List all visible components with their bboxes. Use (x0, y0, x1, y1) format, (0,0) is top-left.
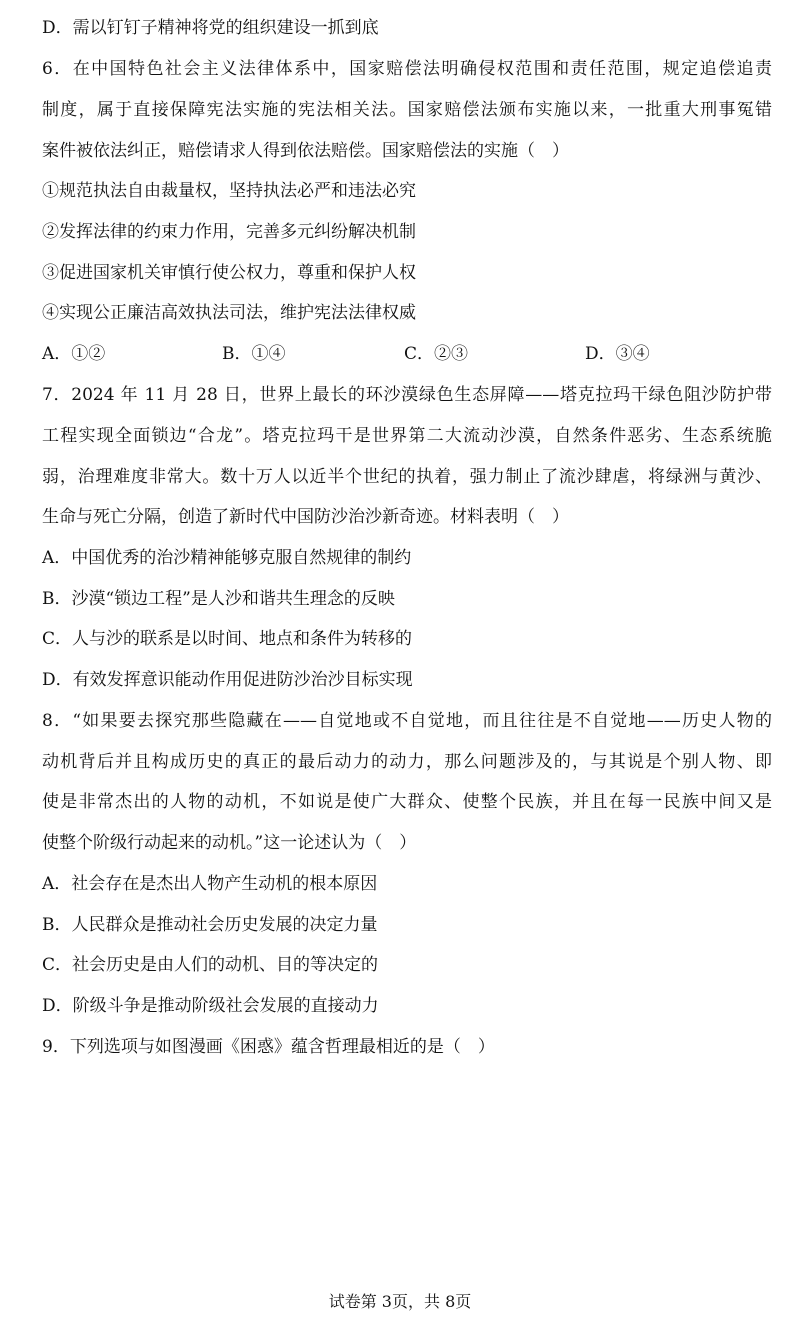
q8-option-a: A．社会存在是杰出人物产生动机的根本原因 (42, 874, 378, 894)
q8-stem-line-2: 动机背后并且构成历史的真正的最后动力的动力，那么问题涉及的，与其说是个别人物、即 (42, 752, 772, 772)
q6-stem-line-2: 制度，属于直接保障宪法实施的宪法相关法。国家赔偿法颁布实施以来，一批重大刑事冤错 (42, 100, 772, 120)
q6-statement-1: ①规范执法自由裁量权，坚持执法必严和违法必究 (42, 181, 416, 201)
q8-stem-line-4: 使整个阶级行动起来的动机。”这一论述认为（ ） (42, 833, 417, 853)
q6-stem-line-1: 6．在中国特色社会主义法律体系中，国家赔偿法明确侵权范围和责任范围，规定追偿追责 (42, 59, 772, 79)
q8-stem-line-3: 使是非常杰出的人物的动机，不如说是使广大群众、使整个民族，并且在每一民族中间又是 (42, 792, 772, 812)
q7-stem-line-2: 工程实现全面锁边“合龙”。塔克拉玛干是世界第二大流动沙漠，自然条件恶劣、生态系统脆 (42, 426, 772, 446)
q5-option-d: D．需以钉钉子精神将党的组织建设一抓到底 (42, 18, 379, 38)
q6-option-b: B．①④ (222, 344, 286, 364)
q7-option-d: D．有效发挥意识能动作用促进防沙治沙目标实现 (42, 670, 413, 690)
q6-option-a: A．①② (42, 344, 106, 364)
q8-stem-line-1: 8．“如果要去探究那些隐藏在——自觉地或不自觉地，而且往往是不自觉地——历史人物的 (42, 711, 772, 731)
q6-stem-line-3: 案件被依法纠正，赔偿请求人得到依法赔偿。国家赔偿法的实施（ ） (42, 141, 569, 161)
q6-option-d: D．③④ (585, 344, 650, 364)
q9-stem: 9．下列选项与如图漫画《困惑》蕴含哲理最相近的是（ ） (42, 1037, 495, 1057)
q8-option-c: C．社会历史是由人们的动机、目的等决定的 (42, 955, 379, 975)
q6-statement-3: ③促进国家机关审慎行使公权力，尊重和保护人权 (42, 263, 416, 283)
q7-option-b: B．沙漠“锁边工程”是人沙和谐共生理念的反映 (42, 589, 395, 609)
q7-option-c: C．人与沙的联系是以时间、地点和条件为转移的 (42, 629, 413, 649)
q7-option-a: A．中国优秀的治沙精神能够克服自然规律的制约 (42, 548, 412, 568)
q7-stem-line-4: 生命与死亡分隔，创造了新时代中国防沙治沙新奇迹。材料表明（ ） (42, 507, 569, 527)
q6-option-c: C．②③ (404, 344, 469, 364)
q7-stem-line-3: 弱，治理难度非常大。数十万人以近半个世纪的执着，强力制止了流沙肆虐，将绿洲与黄沙、 (42, 467, 772, 487)
q6-statement-2: ②发挥法律的约束力作用，完善多元纠纷解决机制 (42, 222, 416, 242)
q7-stem-line-1: 7．2024 年 11 月 28 日，世界上最长的环沙漠绿色生态屏障——塔克拉玛干绿色阻沙防护带 (42, 385, 772, 405)
page-footer: 试卷第 3页，共 8页 (328, 1292, 472, 1311)
q8-option-b: B．人民群众是推动社会历史发展的决定力量 (42, 915, 378, 935)
q8-option-d: D．阶级斗争是推动阶级社会发展的直接动力 (42, 996, 379, 1016)
q6-statement-4: ④实现公正廉洁高效执法司法，维护宪法法律权威 (42, 303, 416, 323)
